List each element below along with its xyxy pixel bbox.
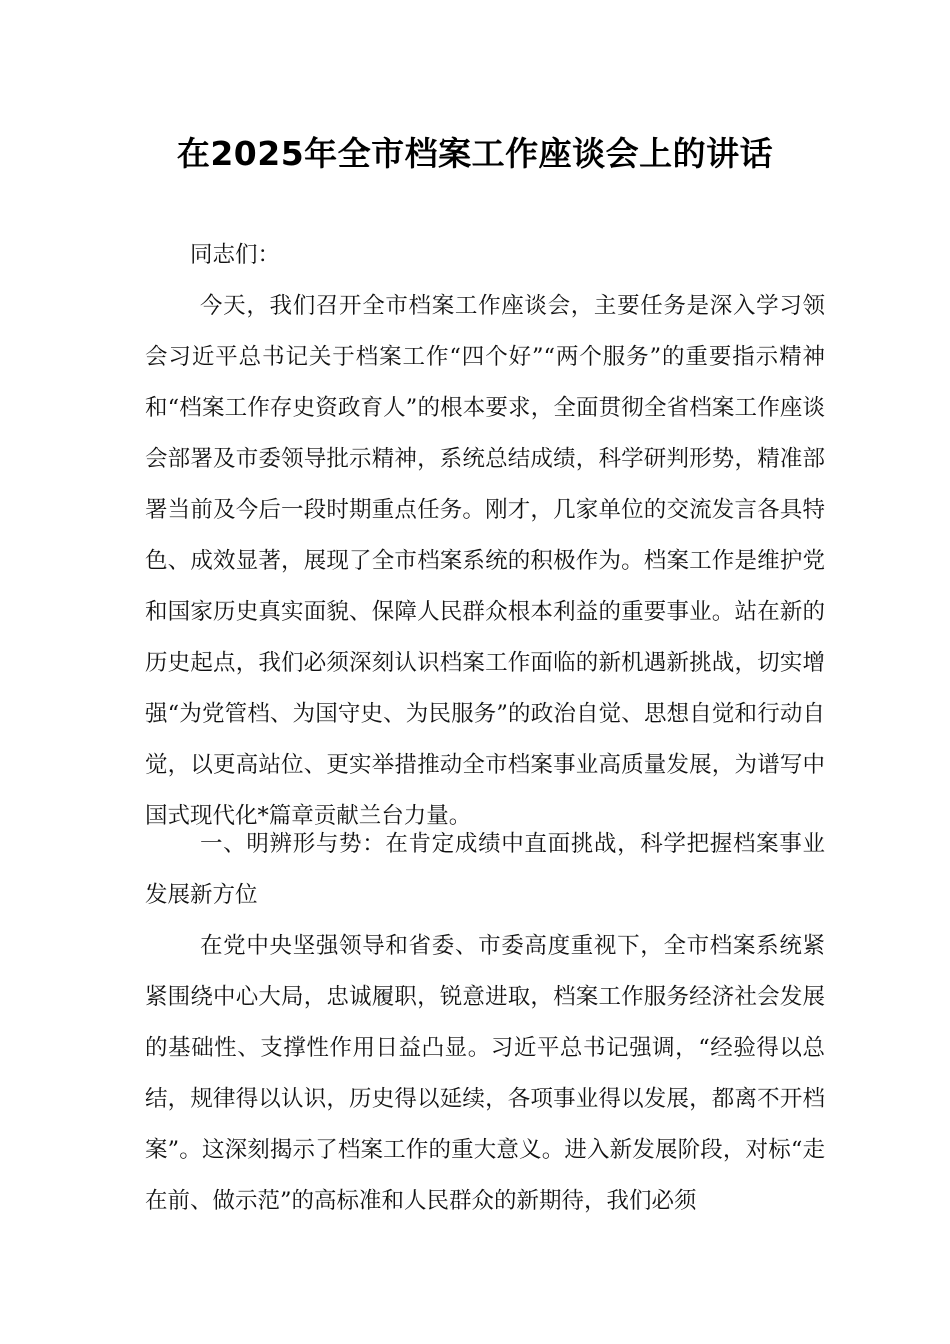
section-heading: 一、明辨形与势：在肯定成绩中直面挑战，科学把握档案事业发展新方位 [145,831,825,908]
document-title: 在2025年全市档案工作座谈会上的讲话 [176,134,774,173]
paragraph-intro: 今天，我们召开全市档案工作座谈会，主要任务是深入学习领会习近平总书记关于档案工作“四个好”“两个服务”的重要指示精神和“档案工作存史资政育人”的根本要求，全面贯彻全省档案工作座谈会部署及市委领导批示精神，系统总结成绩，科学研判形势，精准部署当前及今后一段时期重点任务。刚才，几家单位的交流发言各具特色、成效显著，展现了全市档案系统的积极作为。档案工作是维护党和国家历史真实面貌、保障人民群众根本利益的重要事业。站在新的历史起点，我们必须深刻认识档案工作面临的新机遇新挑战，切实增强“为党管档、为国守史、为民服务”的政治自觉、思想自觉和行动自觉，以更高站位、更实举措推动全市档案事业高质量发展，为谱写中国式现代化*篇章贡献兰台力量。 [145,293,825,829]
paragraph-section-1: 在党中央坚强领导和省委、市委高度重视下，全市档案系统紧紧围绕中心大局，忠诚履职，锐意进取，档案工作服务经济社会发展的基础性、支撑性作用日益凸显。习近平总书记强调，“经验得以总结，规律得以认识，历史得以延续，各项事业得以发展，都离不开档案”。这深刻揭示了档案工作的重大意义。进入新发展阶段，对标“走在前、做示范”的高标准和人民群众的新期待，我们必须 [145,933,825,1214]
greeting: 同志们： [190,242,281,268]
